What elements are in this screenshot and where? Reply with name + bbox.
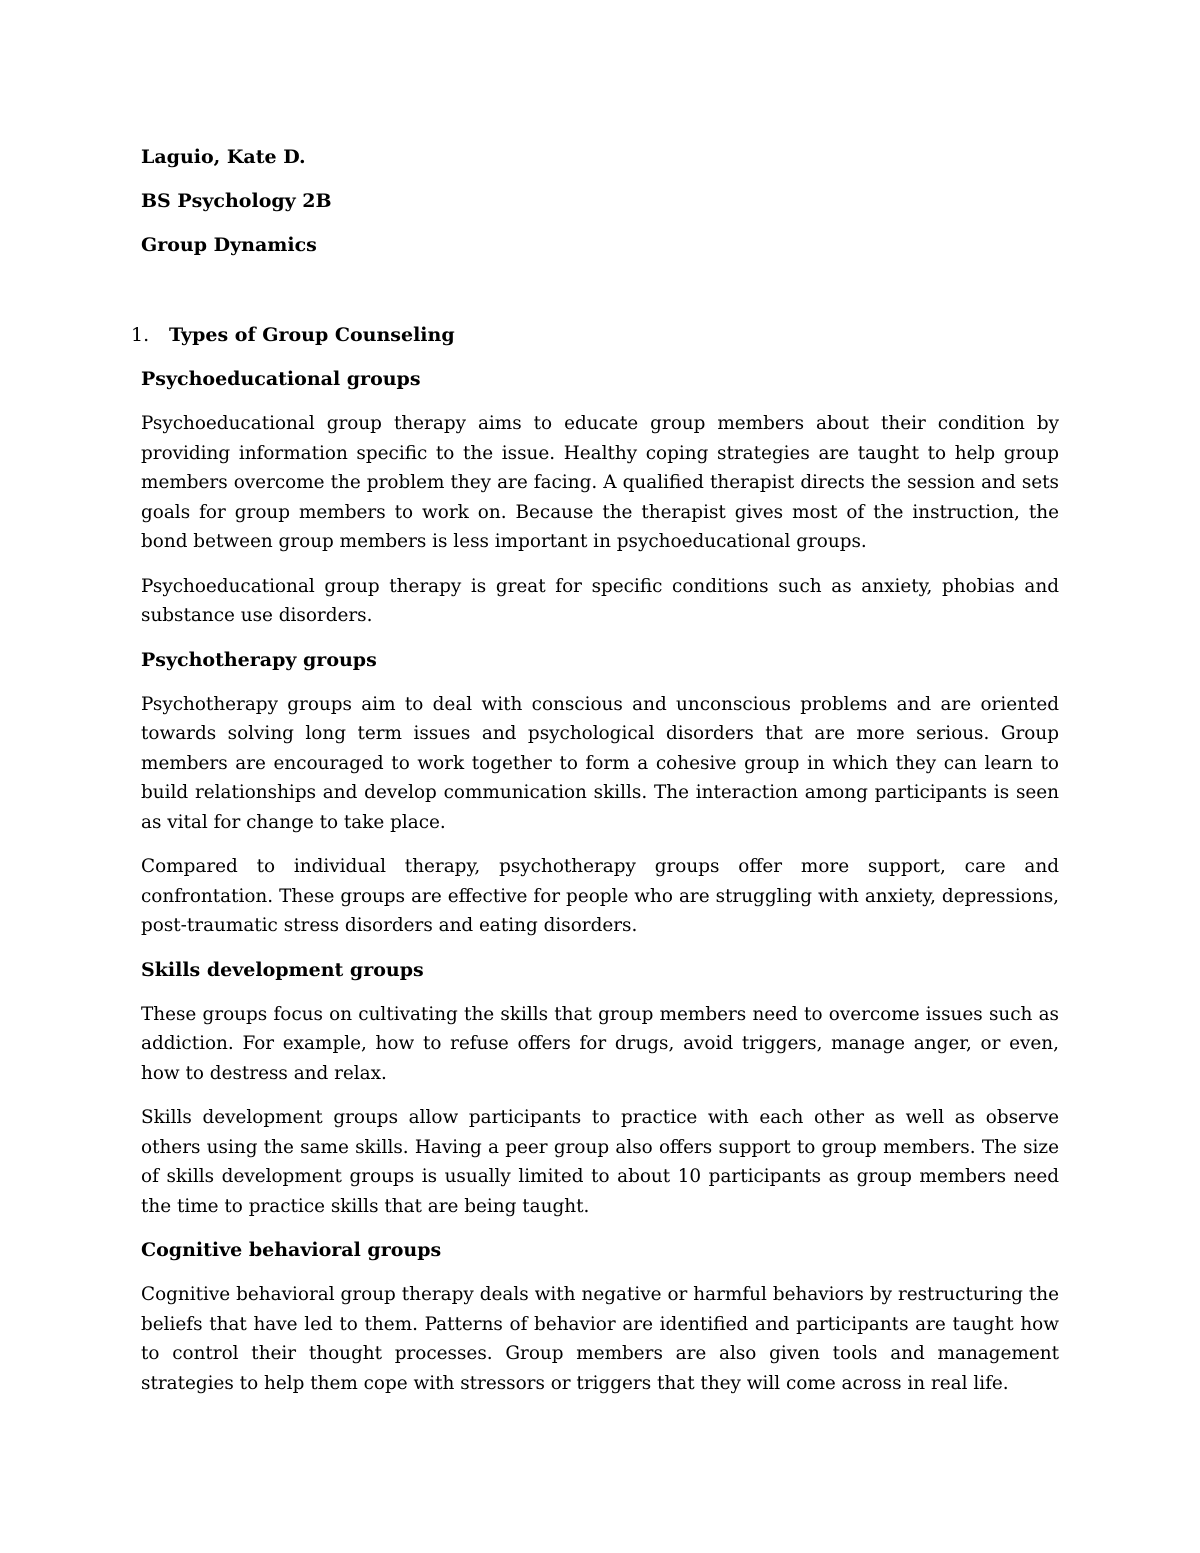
paragraph: Psychotherapy groups aim to deal with conscious and unconscious problems and are oriented towards solving long term issues and psychological disorders that are more serious. Group members are encouraged to work together to form a cohesive group in which they can learn to build relationships and develop communication skills. The interaction among participants is seen as vital for change to take place. xyxy=(141,693,1059,833)
document-body xyxy=(131,143,1059,1413)
paragraph: Cognitive behavioral group therapy deals with negative or harmful behaviors by restructuring the beliefs that have led to them. Patterns of behavior are identified and participants are taught how to control their thought processes. Group members are also given tools and management strategies to help them cope with stressors or triggers that they will come across in real life. xyxy=(141,1284,1059,1394)
section-heading-psychotherapy: Psychotherapy groups xyxy=(141,648,377,671)
paragraph: These groups focus on cultivating the skills that group members need to overcome issues such as addiction. For example, how to refuse offers for drugs, avoid triggers, manage anger, or even, how to destress and relax. xyxy=(141,1003,1059,1084)
paragraph: Psychoeducational group therapy is great for specific conditions such as anxiety, phobias and substance use disorders. xyxy=(141,575,1059,626)
student-course: BS Psychology 2B xyxy=(141,190,332,212)
question-number: 1. xyxy=(131,324,150,346)
section-heading-skills-development: Skills development groups xyxy=(141,958,424,981)
paragraph: Compared to individual therapy, psychotherapy groups offer more support, care and confrontation. These groups are effective for people who are struggling with anxiety, depressions, post-traumatic stress disorders and eating disorders. xyxy=(141,856,1059,936)
section-heading-cognitive-behavioral: Cognitive behavioral groups xyxy=(141,1239,442,1261)
question-heading xyxy=(131,321,1059,350)
subject-title: Group Dynamics xyxy=(141,234,317,256)
paragraph: Skills development groups allow participants to practice with each other as well as observe others using the same skills. Having a peer group also offers support to group members. The size of skills development groups is usually limited to about 10 participants as group members need the time to practice skills that are being taught. xyxy=(141,1107,1059,1217)
section-heading-psychoeducational: Psychoeducational groups xyxy=(141,368,421,390)
student-name: Laguio, Kate D. xyxy=(141,146,306,168)
spacer xyxy=(141,275,1059,321)
question-title: Types of Group Counseling xyxy=(169,324,455,346)
paragraph: Psychoeducational group therapy aims to educate group members about their condition by providing information specific to the issue. Healthy coping strategies are taught to help group members overcome the problem they are facing. A qualified therapist directs the session and sets goals for group members to work on. Because the therapist gives most of the instruction, the bond between group members is less important in psychoeducational groups. xyxy=(141,413,1059,552)
